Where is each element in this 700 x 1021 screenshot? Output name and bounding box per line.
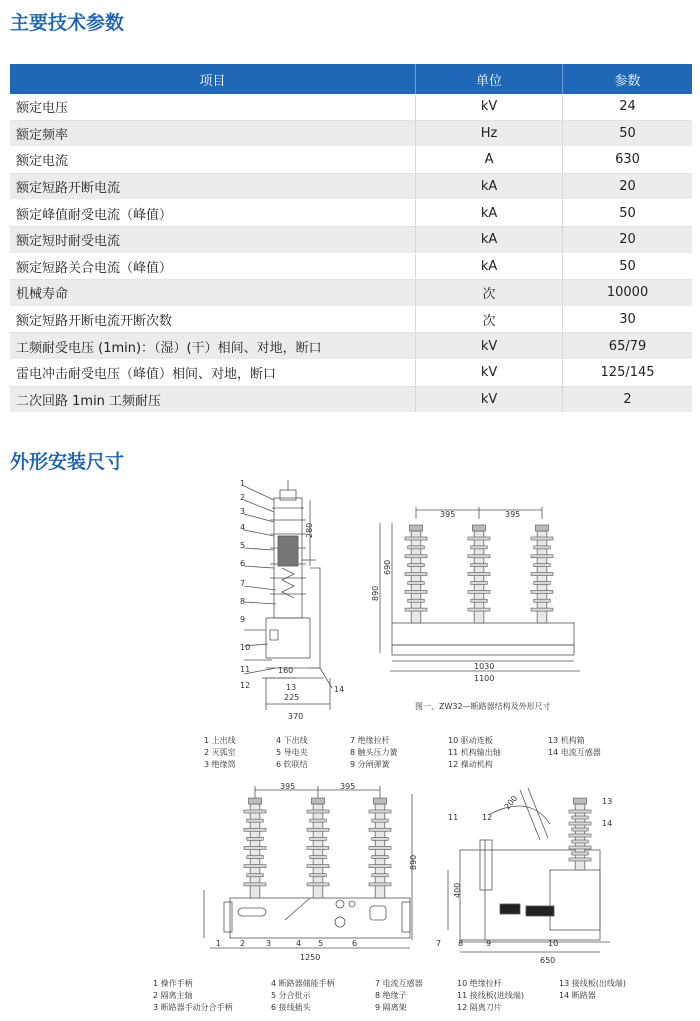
legend-item: 2 隔离主轴	[153, 991, 193, 1000]
part-number-label: 3	[240, 507, 246, 516]
cell-item: 二次回路 1min 工频耐压	[10, 386, 415, 413]
part-number-label: 10	[548, 939, 559, 948]
legend-item: 7 绝缘拉杆	[350, 736, 390, 745]
params-heading: 主要技术参数	[10, 12, 125, 34]
dimensions-heading: 外形安装尺寸	[10, 451, 125, 473]
cell-unit: kV	[415, 386, 562, 413]
dim-890: 890	[371, 585, 380, 601]
part-number-label: 5	[318, 939, 324, 948]
dim-200: 200	[502, 793, 520, 812]
part-number-label: 12	[240, 681, 251, 690]
dim-395-b: 395	[505, 510, 521, 519]
dim-1030: 1030	[474, 662, 495, 671]
part-number-label: 2	[240, 939, 246, 948]
cell-unit: kV	[415, 94, 562, 120]
legend-item: 3 断路器手动分合手柄	[153, 1003, 233, 1012]
cell-value: 50	[563, 200, 692, 227]
cell-value: 125/145	[563, 359, 692, 386]
part-number-label: 8	[458, 939, 464, 948]
cell-unit: 次	[415, 280, 562, 307]
legend-item: 6 软联结	[276, 760, 308, 769]
legend-item: 9 隔离架	[375, 1003, 407, 1012]
legend-item: 10 绝缘拉杆	[457, 979, 502, 988]
cell-unit: kV	[415, 333, 562, 360]
header-value: 参数	[563, 64, 692, 94]
cell-unit: Hz	[415, 120, 562, 147]
legend-item: 2 灭弧室	[204, 748, 236, 757]
table-row	[10, 333, 692, 360]
legend-item: 3 绝缘筒	[204, 760, 236, 769]
figure2-front-view	[190, 780, 420, 970]
cell-item: 额定电压	[10, 94, 415, 120]
legend-item: 10 驱动连板	[448, 736, 493, 745]
cell-unit: A	[415, 147, 562, 174]
legend-item: 5 分合批示	[271, 991, 311, 1000]
part-number-label: 6	[240, 559, 246, 568]
figure1-legend	[204, 735, 624, 775]
part-number-label: 3	[266, 939, 272, 948]
legend-item: 14 断路器	[559, 991, 596, 1000]
part-number-label: 5	[240, 541, 246, 550]
cell-item: 机械寿命	[10, 280, 415, 307]
part-number-label: 14	[602, 819, 613, 828]
figure1-side-view	[236, 478, 348, 723]
legend-item: 9 分闸弹簧	[350, 760, 390, 769]
legend-item: 14 电流互感器	[548, 748, 601, 757]
legend-item: 8 触头压力簧	[350, 748, 398, 757]
table-row	[10, 253, 692, 280]
table-row	[10, 280, 692, 307]
figure2-legend	[153, 978, 673, 1018]
part-number-label: 2	[240, 493, 246, 502]
cell-item: 额定峰值耐受电流（峰值）	[10, 200, 415, 227]
table-row	[10, 94, 692, 120]
part-number-label: 1	[240, 479, 246, 488]
part-number-label: 6	[352, 939, 358, 948]
part-number-label: 13	[286, 683, 297, 692]
legend-item: 13 机构箱	[548, 736, 585, 745]
legend-item: 11 接线板(进线端)	[457, 991, 524, 1000]
part-number-label: 13	[602, 797, 613, 806]
legend-item: 8 绝缘子	[375, 991, 407, 1000]
part-number-label: 1	[216, 939, 222, 948]
dim-225: 225	[284, 693, 300, 702]
cell-value: 50	[563, 253, 692, 280]
table-row	[10, 386, 692, 413]
table-row	[10, 226, 692, 253]
cell-value: 30	[563, 306, 692, 333]
part-number-label: 9	[486, 939, 492, 948]
params-table	[10, 64, 692, 413]
part-number-label: 8	[240, 597, 246, 606]
cell-item: 额定短时耐受电流	[10, 226, 415, 253]
cell-item: 额定短路开断电流	[10, 173, 415, 200]
cell-value: 10000	[563, 280, 692, 307]
table-row	[10, 147, 692, 174]
header-unit: 单位	[415, 64, 562, 94]
dim-395-c: 395	[280, 782, 296, 791]
figure1-caption: 图一、ZW32—断路器结构及外形尺寸	[415, 702, 551, 711]
dim-370: 370	[288, 712, 304, 721]
cell-unit: kA	[415, 200, 562, 227]
cell-item: 雷电冲击耐受电压（峰值）相间、对地，断口	[10, 359, 415, 386]
legend-item: 4 断路器储能手柄	[271, 979, 335, 988]
cell-value: 20	[563, 226, 692, 253]
cell-unit: 次	[415, 306, 562, 333]
table-row	[10, 200, 692, 227]
legend-item: 6 接线插头	[271, 1003, 311, 1012]
cell-value: 2	[563, 386, 692, 413]
legend-item: 4 下出线	[276, 736, 308, 745]
part-number-label: 7	[240, 579, 246, 588]
part-number-label: 14	[334, 685, 345, 694]
cell-item: 额定电流	[10, 147, 415, 174]
cell-value: 65/79	[563, 333, 692, 360]
cell-value: 24	[563, 94, 692, 120]
dim-890-b: 890	[409, 854, 418, 870]
dim-650: 650	[540, 956, 556, 965]
legend-item: 1 上出线	[204, 736, 236, 745]
cell-value: 20	[563, 173, 692, 200]
legend-item: 1 操作手柄	[153, 979, 193, 988]
part-number-label: 10	[240, 643, 251, 652]
table-row	[10, 359, 692, 386]
table-row	[10, 120, 692, 147]
cell-unit: kA	[415, 226, 562, 253]
cell-value: 630	[563, 147, 692, 174]
dim-395-a: 395	[440, 510, 456, 519]
legend-item: 7 电流互感器	[375, 979, 423, 988]
cell-item: 额定频率	[10, 120, 415, 147]
figure1-front-view	[370, 505, 590, 685]
header-item: 项目	[10, 64, 415, 94]
dim-1250: 1250	[300, 953, 321, 962]
cell-item: 额定短路开断电流开断次数	[10, 306, 415, 333]
part-number-label: 11	[448, 813, 459, 822]
dim-280: 280	[305, 522, 314, 538]
cell-unit: kV	[415, 359, 562, 386]
cell-unit: kA	[415, 173, 562, 200]
dim-690: 690	[383, 559, 392, 575]
dim-400: 400	[453, 882, 462, 898]
part-number-label: 4	[296, 939, 302, 948]
legend-item: 5 导电夹	[276, 748, 308, 757]
table-row	[10, 306, 692, 333]
legend-item: 12 操动机构	[448, 760, 493, 769]
table-header-row	[10, 64, 692, 94]
legend-item: 11 机构输出轴	[448, 748, 501, 757]
dim-1100: 1100	[474, 674, 495, 683]
dim-160: 160	[278, 666, 294, 675]
part-number-label: 11	[240, 665, 251, 674]
part-number-label: 9	[240, 615, 246, 624]
part-number-label: 12	[482, 813, 493, 822]
part-number-label: 7	[436, 939, 442, 948]
table-row	[10, 173, 692, 200]
legend-item: 12 隔离刀片	[457, 1003, 502, 1012]
figure2-side-view	[430, 780, 630, 970]
legend-item: 13 接线板(出线端)	[559, 979, 626, 988]
cell-item: 额定短路关合电流（峰值）	[10, 253, 415, 280]
part-number-label: 4	[240, 523, 246, 532]
dim-395-d: 395	[340, 782, 356, 791]
cell-value: 50	[563, 120, 692, 147]
cell-unit: kA	[415, 253, 562, 280]
cell-item: 工频耐受电压 (1min)：（湿）(干）相间、对地，断口	[10, 333, 415, 360]
